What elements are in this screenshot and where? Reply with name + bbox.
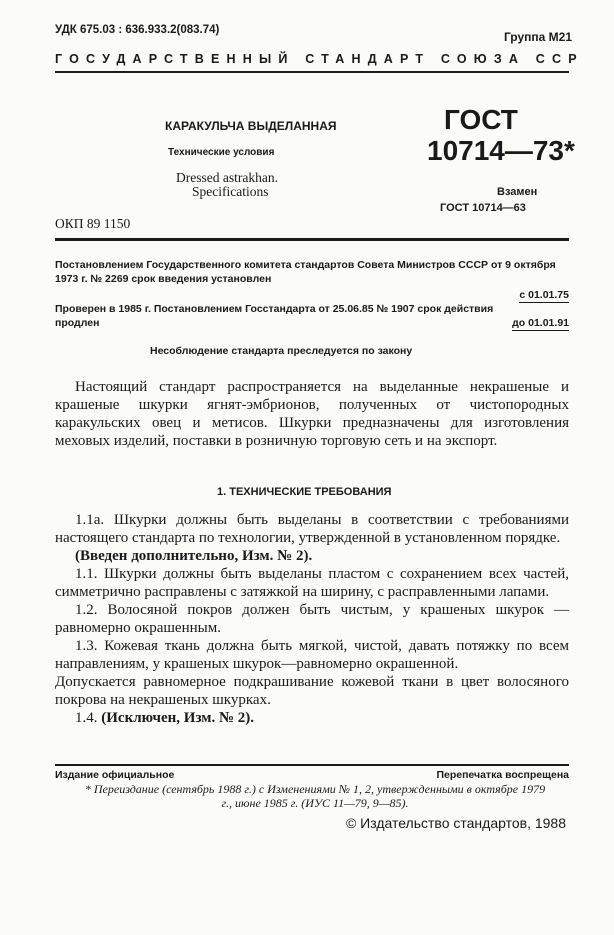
gost-number: 10714—73* <box>427 135 575 166</box>
copyright: © Издательство стандартов, 1988 <box>345 815 566 831</box>
header-rule <box>55 71 569 73</box>
state-standard-banner: ГОСУДАРСТВЕННЫЙ СТАНДАРТ СОЮЗА ССР <box>55 52 584 66</box>
requirements-body <box>55 511 569 727</box>
replaces-standard: ГОСТ 10714—63 <box>440 202 526 214</box>
intro-text: Настоящий стандарт распространяется на выделанные некрашеные и крашеные шкурки ягнят-эмбрионов, полученных от чистопородных каракульских овец и метисов. Шкурки предназначены для изготовления меховых изделий, поставки в розничную торговую сеть и на экспорт. <box>55 379 569 449</box>
clause-1-1: 1.1. Шкурки должны быть выделаны пластом с сохранением всех частей, симметрично расправлены с затяжкой на ширину, с расправленными лапами. <box>55 566 569 600</box>
document-title: КАРАКУЛЬЧА ВЫДЕЛАННАЯ <box>165 119 337 133</box>
clause-1-4 <box>55 709 569 727</box>
clause-1-4-text: (Исключен, Изм. № 2). <box>101 710 255 726</box>
law-notice: Несоблюдение стандарта преследуется по закону <box>150 345 413 357</box>
udk-code: УДК 675.03 : 636.933.2(083.74) <box>55 24 220 36</box>
reissue-footnote: * Переиздание (сентябрь 1988 г.) с Изменениями № 1, 2, утвержденными в октябре 1979 г., июне 1985 г. (ИУС 11—79, 9—85). <box>84 782 546 810</box>
clause-1-1a-note: (Введен дополнительно, Изм. № 2). <box>75 548 313 564</box>
okp-code: ОКП 89 1150 <box>55 216 131 231</box>
decree-date: с 01.01.75 <box>519 289 569 301</box>
clause-1-4-number: 1.4. <box>75 710 98 726</box>
official-edition: Издание официальное <box>55 769 175 781</box>
check-text: Проверен в 1985 г. Постановлением Госстандарта от 25.06.85 № 1907 срок действия продлен <box>55 303 494 329</box>
gost-label: ГОСТ <box>444 104 518 135</box>
intro-paragraph <box>55 378 569 450</box>
group-code: Группа М21 <box>503 30 572 44</box>
english-subtitle: Specifications <box>192 184 269 199</box>
clause-1-1a: 1.1а. Шкурки должны быть выделаны в соответствии с требованиями настоящего стандарта по технологии, утвержденной в установленном порядке. <box>55 512 569 546</box>
replaces-label: Взамен <box>497 186 538 198</box>
clause-1-2: 1.2. Волосяной покров должен быть чистым, у крашеных шкурок — равномерно окрашенным. <box>55 602 569 636</box>
check-date: до 01.01.91 <box>512 317 569 329</box>
footer-rule <box>55 764 569 766</box>
clause-1-3-addition: Допускается равномерное подкрашивание кожевой ткани в цвет волосяного покрова на некрашеных шкурках. <box>55 674 569 708</box>
reprint-notice: Перепечатка воспрещена <box>436 769 569 781</box>
decree-text: Постановлением Государственного комитета стандартов Совета Министров СССР от 9 октября 1973 г. № 2269 срок введения установлен <box>55 259 556 285</box>
english-title: Dressed astrakhan. <box>176 170 278 185</box>
document-subtitle: Технические условия <box>168 147 275 158</box>
title-rule <box>55 238 569 241</box>
section-heading: 1. ТЕХНИЧЕСКИЕ ТРЕБОВАНИЯ <box>217 486 392 498</box>
clause-1-3: 1.3. Кожевая ткань должна быть мягкой, чистой, давать потяжку по всем направлениям, у крашеных шкурок—равномерно окрашенной. <box>55 638 569 672</box>
